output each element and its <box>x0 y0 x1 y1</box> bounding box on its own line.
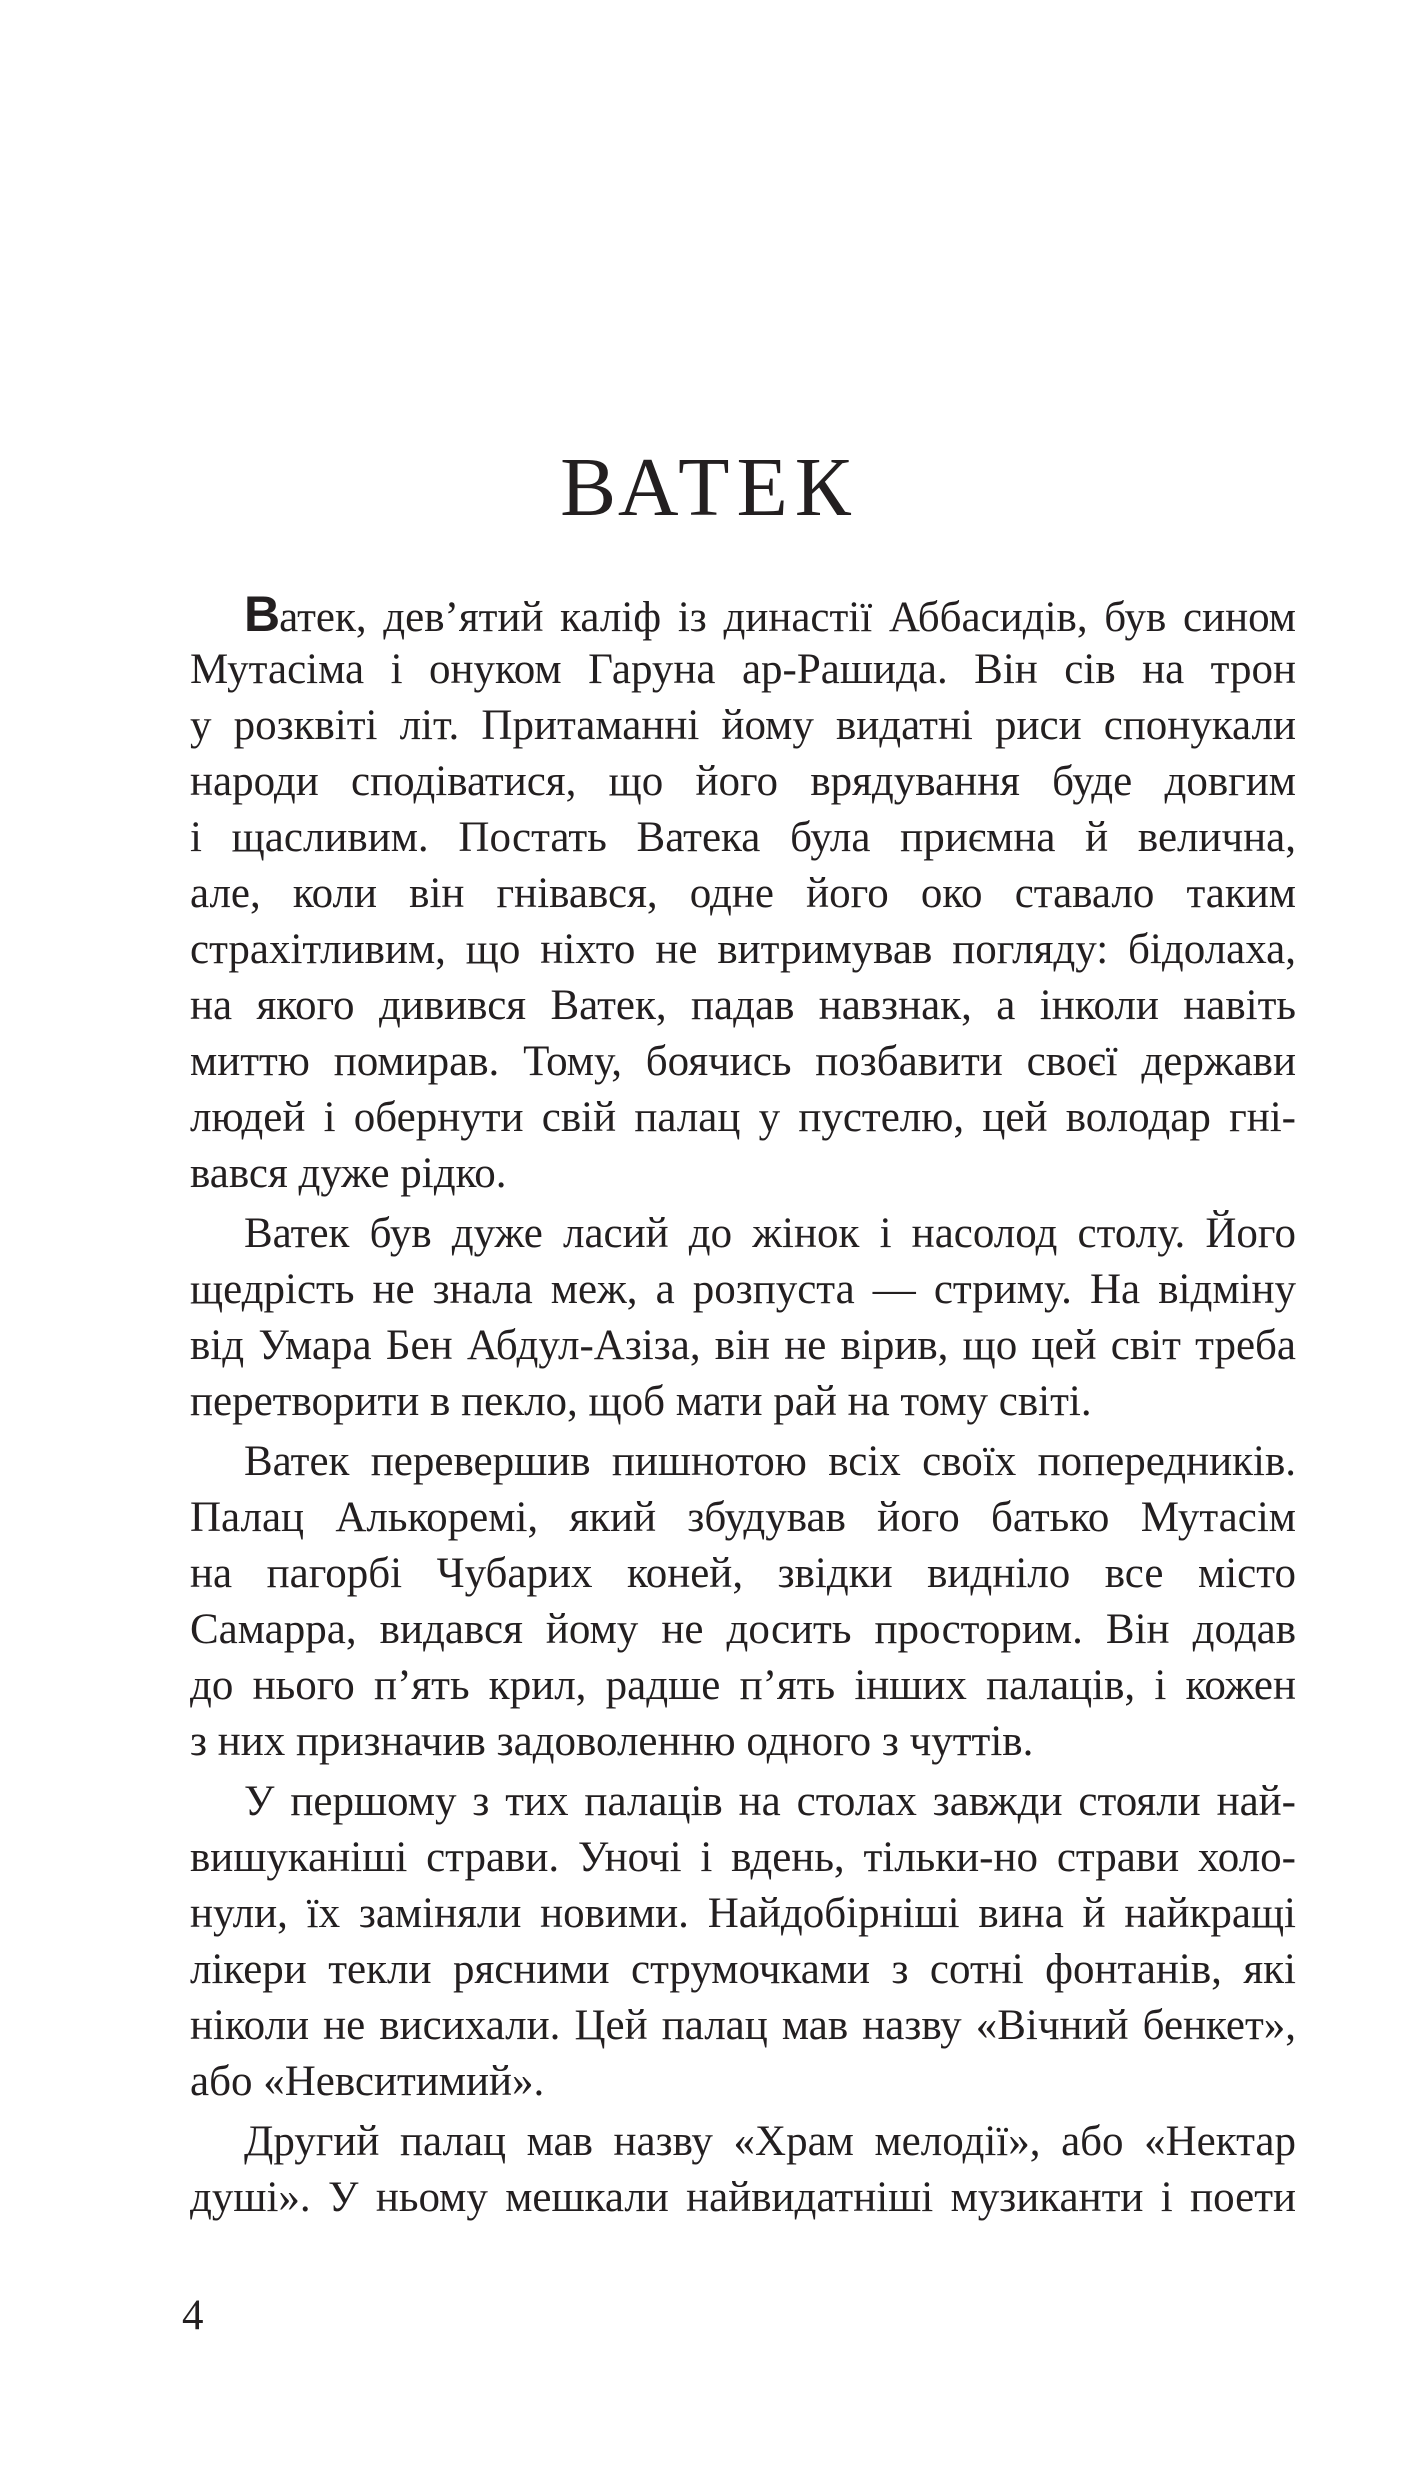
text-line: душі». У ньому мешкали найвидатніші музиканти і поети <box>190 2174 1296 2221</box>
page-number: 4 <box>182 2292 204 2339</box>
text-line: Другий палац мав назву «Храм мелодії», або «Нектар <box>244 2118 1296 2165</box>
body-text <box>190 586 1296 2226</box>
text-line: але, коли він гнівався, одне його око ставало таким <box>190 870 1296 917</box>
text-line: Мутасіма і онуком Гаруна ар-Рашида. Він сів на трон <box>190 646 1296 693</box>
text-line: ніколи не висихали. Цей палац мав назву «Вічний бенкет», <box>190 2002 1296 2049</box>
text-line: вався дуже рідко. <box>190 1150 507 1197</box>
text-line: нули, їх заміняли новими. Найдобірніші вина й найкращі <box>190 1890 1296 1937</box>
text-line: і щасливим. Постать Ватека була приємна й велична, <box>190 814 1296 861</box>
text-line: з них призначив задоволенню одного з чуттів. <box>190 1718 1034 1765</box>
text-line: миттю помирав. Тому, боячись позбавити своєї держави <box>190 1038 1296 1085</box>
text-line: до нього п’ять крил, радше п’ять інших палаців, і кожен <box>190 1662 1296 1709</box>
text-line: людей і обернути свій палац у пустелю, цей володар гні- <box>190 1094 1296 1141</box>
text-line: на пагорбі Чубарих коней, звідки видніло все місто <box>190 1550 1296 1597</box>
text-line: лікери текли рясними струмочками з сотні фонтанів, які <box>190 1946 1296 1993</box>
text-line: Палац Алькоремі, який збудував його батько Мутасім <box>190 1494 1296 1541</box>
drop-cap: В <box>244 586 280 642</box>
chapter-title: ВАТЕК <box>560 441 858 534</box>
text-line: Ватек перевершив пишнотою всіх своїх попередників. <box>244 1438 1296 1485</box>
text-line: щедрість не знала меж, а розпуста — стриму. На відміну <box>190 1266 1296 1313</box>
text-line: від Умара Бен Абдул-Азіза, він не вірив, що цей світ треба <box>190 1322 1296 1369</box>
text-line: вишуканіші страви. Уночі і вдень, тільки-но страви холо- <box>190 1834 1296 1881</box>
text-line: у розквіті літ. Притаманні йому видатні риси спонукали <box>190 702 1296 749</box>
text-line: страхітливим, що ніхто не витримував погляду: бідолаха, <box>190 926 1296 973</box>
text-line: народи сподіватися, що його врядування буде довгим <box>190 758 1296 805</box>
text-line: Ватек був дуже ласий до жінок і насолод столу. Його <box>244 1210 1296 1257</box>
text-line: перетворити в пекло, щоб мати рай на тому світі. <box>190 1378 1092 1425</box>
text-line: або «Невситимий». <box>190 2058 545 2105</box>
text-line: на якого дивився Ватек, падав навзнак, а інколи навіть <box>190 982 1296 1029</box>
text-line: У першому з тих палаців на столах завжди стояли най- <box>244 1778 1296 1825</box>
text-line: Ватек, дев’ятий каліф із династії Аббасидів, був сином <box>244 586 1296 642</box>
text-line: Самарра, видався йому не досить просторим. Він додав <box>190 1606 1296 1653</box>
